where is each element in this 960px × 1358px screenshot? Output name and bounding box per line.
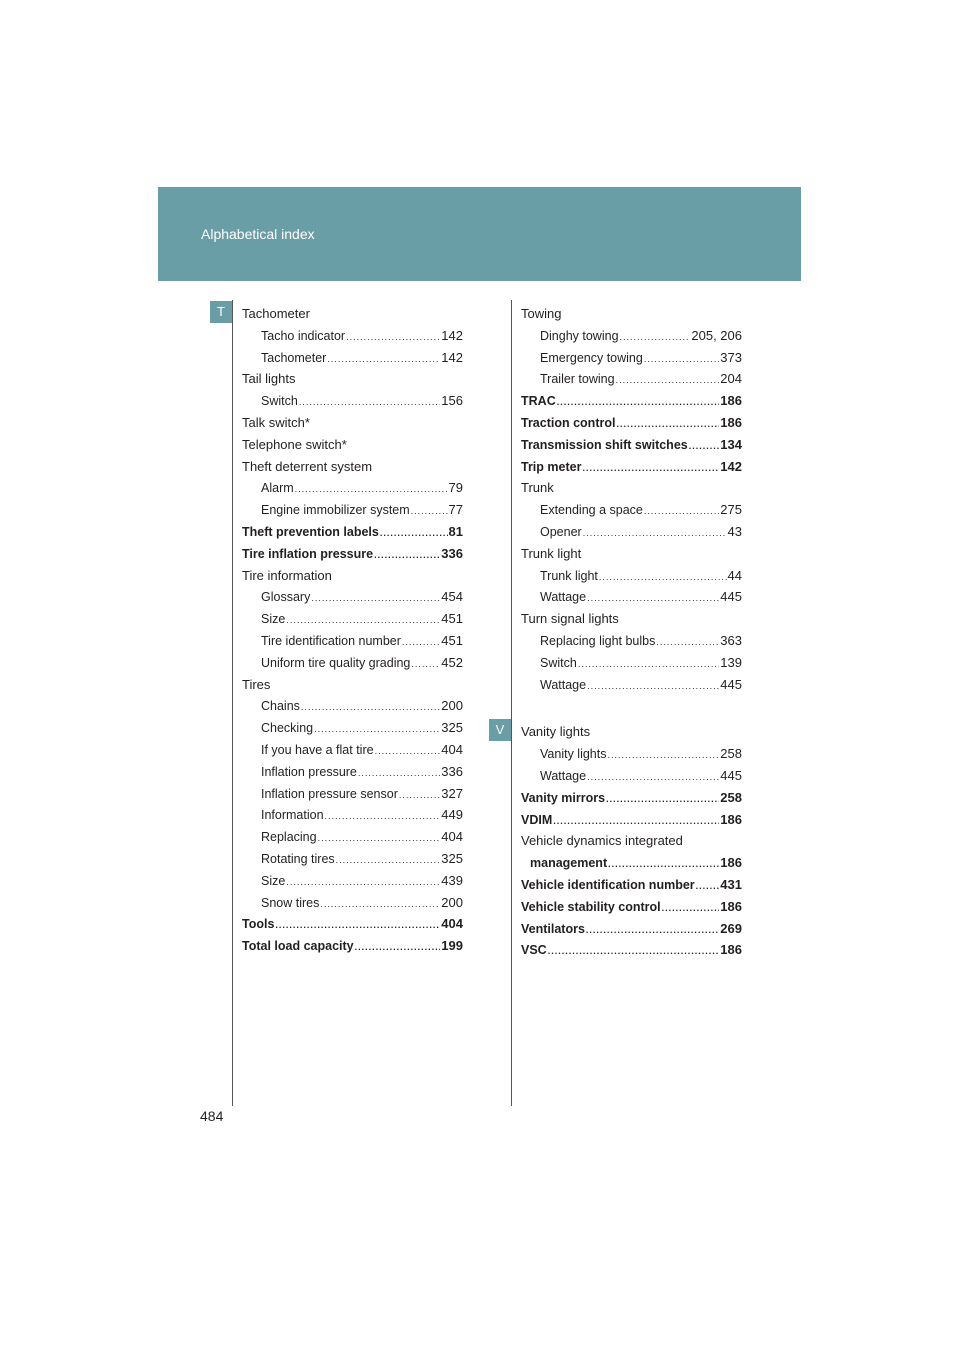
index-entry-label: TRAC (521, 394, 556, 409)
index-entry-label: Wattage (540, 768, 587, 783)
dot-leader (599, 567, 727, 589)
index-entry-label: Switch (261, 394, 298, 409)
dot-leader (616, 370, 720, 392)
index-entry-label: Tachometer (261, 350, 327, 365)
index-entry-label: Size (261, 612, 286, 627)
index-entry (521, 347, 742, 369)
index-entry-page[interactable]: 449 (441, 807, 463, 823)
dot-leader (299, 392, 440, 414)
dot-leader (616, 414, 719, 436)
index-entry-label: Trailer towing (540, 372, 615, 387)
index-entry-label: Vanity mirrors (521, 790, 606, 805)
index-entry-page[interactable]: 325 (441, 720, 463, 736)
index-entry-label: Alarm (261, 481, 294, 496)
index-entry-page[interactable]: 139 (720, 654, 742, 670)
index-entry-label: Glossary (261, 590, 311, 605)
index-entry (521, 565, 742, 587)
index-entry-label: Checking (261, 721, 314, 736)
dot-leader (689, 436, 720, 458)
index-entry-label: Information (261, 808, 324, 823)
index-entry (521, 586, 742, 608)
dot-leader (587, 588, 719, 610)
index-entry (521, 939, 742, 961)
index-entry (521, 674, 742, 696)
letter-tab-v: V (489, 719, 511, 741)
index-entry-label: VSC (521, 943, 547, 958)
index-entry-page[interactable]: 200 (441, 894, 463, 910)
index-entry (242, 303, 463, 325)
index-entry-label: Dinghy towing (540, 328, 619, 343)
index-entry-page[interactable]: 439 (441, 872, 463, 888)
left-divider (232, 300, 233, 1106)
index-entry-page[interactable]: 258 (720, 746, 742, 762)
dot-leader (374, 545, 440, 567)
index-entry (242, 543, 463, 565)
dot-leader (355, 937, 441, 959)
dot-leader (644, 501, 719, 523)
letter-tab-t: T (210, 301, 232, 323)
index-entry (521, 368, 742, 390)
dot-leader (375, 741, 441, 763)
index-entry-label: Tires (242, 676, 271, 692)
index-entry-page[interactable]: 404 (441, 829, 463, 845)
index-entry (242, 499, 463, 521)
index-entry (521, 412, 742, 434)
dot-leader (656, 632, 719, 654)
index-entry-label: Turn signal lights (521, 611, 619, 627)
dot-leader (620, 327, 691, 349)
index-entry-page[interactable]: 336 (441, 763, 463, 779)
index-entry-page[interactable]: 275 (720, 502, 742, 518)
index-entry-label: Rotating tires (261, 851, 335, 866)
dot-leader (662, 898, 720, 920)
index-entry (242, 913, 463, 935)
section-gap (521, 695, 742, 721)
index-entry (521, 896, 742, 918)
index-entry-label: Replacing light bulbs (540, 633, 656, 648)
index-entry (242, 477, 463, 499)
index-entry-label: VDIM (521, 812, 553, 827)
index-entry (242, 674, 463, 696)
index-entry-page[interactable]: 269 (720, 920, 742, 936)
index-entry-label: Theft prevention labels (242, 524, 379, 539)
index-entry-page[interactable]: 134 (720, 436, 742, 452)
index-entry (242, 565, 463, 587)
index-entry (242, 390, 463, 412)
index-entry (242, 870, 463, 892)
index-entry-page[interactable]: 142 (441, 327, 463, 343)
index-entry-label: Inflation pressure (261, 764, 357, 779)
index-entry (242, 804, 463, 826)
index-entry-label: Uniform tire quality grading (261, 655, 411, 670)
index-entry-page[interactable]: 431 (720, 876, 742, 892)
index-entry-label: Tachometer (242, 306, 310, 321)
index-entry (521, 852, 742, 874)
index-entry-label: Talk switch* (242, 414, 310, 430)
index-entry-label: Wattage (540, 590, 587, 605)
index-entry-label: Total load capacity (242, 939, 354, 954)
index-entry-page[interactable]: 258 (720, 789, 742, 805)
index-entry-page[interactable]: 451 (441, 632, 463, 648)
index-entry (242, 935, 463, 957)
index-entry (242, 412, 463, 434)
index-entry-label: If you have a flat tire (261, 742, 374, 757)
dot-leader (553, 811, 719, 833)
index-entry-page[interactable]: 77 (448, 502, 463, 518)
dot-leader (314, 719, 440, 741)
index-entry-page[interactable]: 445 (720, 676, 742, 692)
index-entry (521, 477, 742, 499)
page-number: 484 (200, 1108, 224, 1124)
index-entry-page[interactable]: 44 (727, 567, 742, 583)
index-entry-label: Tire information (242, 567, 332, 583)
index-entry-label: Towing (521, 306, 562, 321)
index-entry-page[interactable]: 79 (448, 480, 463, 496)
index-entry (521, 743, 742, 765)
index-entry-page[interactable]: 445 (720, 767, 742, 783)
index-entry-page[interactable]: 186 (720, 855, 742, 871)
index-entry-label: Wattage (540, 677, 587, 692)
index-entry-label: Size (261, 873, 286, 888)
index-entry-page[interactable]: 186 (720, 942, 742, 958)
index-entry (521, 521, 742, 543)
dot-leader (301, 697, 440, 719)
index-entry (242, 761, 463, 783)
dot-leader (582, 458, 719, 480)
dot-leader (325, 806, 441, 828)
index-entry-label: Vehicle stability control (521, 899, 661, 914)
index-entry-label: Vehicle identification number (521, 877, 695, 892)
index-entry-page[interactable]: 199 (441, 938, 463, 954)
index-entry (521, 830, 742, 852)
index-entry-label: Inflation pressure sensor (261, 786, 398, 801)
index-entry (521, 765, 742, 787)
index-entry-label: Tacho indicator (261, 328, 346, 343)
index-entry-page[interactable]: 186 (720, 393, 742, 409)
index-entry (521, 608, 742, 630)
index-entry (242, 586, 463, 608)
index-entry (242, 695, 463, 717)
index-entry (521, 787, 742, 809)
index-entry (242, 739, 463, 761)
index-entry-label: Trunk (521, 480, 554, 496)
index-entry (242, 325, 463, 347)
index-entry (242, 826, 463, 848)
index-entry (521, 434, 742, 456)
index-entry-label: Trunk light (521, 545, 582, 561)
index-entry (521, 390, 742, 412)
index-entry-label: Emergency towing (540, 350, 643, 365)
dot-leader (587, 676, 719, 698)
dot-leader (411, 654, 440, 676)
dot-leader (696, 876, 720, 898)
index-entry (242, 368, 463, 390)
index-entry (521, 809, 742, 831)
dot-leader (336, 850, 441, 872)
index-entry (521, 721, 742, 743)
index-entry-label: Transmission shift switches (521, 437, 688, 452)
index-entry (521, 325, 742, 347)
dot-leader (318, 828, 441, 850)
index-entry-page[interactable]: 186 (720, 414, 742, 430)
index-entry-label: Theft deterrent system (242, 458, 373, 474)
index-entry-label: Replacing (261, 830, 317, 845)
dot-leader (411, 501, 448, 523)
index-entry (242, 652, 463, 674)
index-entry-page[interactable]: 451 (441, 611, 463, 627)
index-entry (242, 608, 463, 630)
index-entry (521, 918, 742, 940)
index-entry-label: Tail lights (242, 371, 296, 387)
index-entry-label: Telephone switch* (242, 436, 347, 452)
dot-leader (586, 920, 719, 942)
index-entry-label: Trip meter (521, 459, 582, 474)
index-entry (521, 456, 742, 478)
index-entry-page[interactable]: 186 (720, 811, 742, 827)
index-entry-label: Snow tires (261, 895, 320, 910)
index-entry-label: Ventilators (521, 921, 585, 936)
index-entry-page[interactable]: 81 (448, 523, 463, 539)
index-entry-page[interactable]: 327 (441, 785, 463, 801)
index-entry-label: Tire identification number (261, 633, 401, 648)
index-entry-label: Engine immobilizer system (261, 503, 410, 518)
dot-leader (327, 349, 440, 371)
dot-leader (606, 789, 719, 811)
dot-leader (380, 523, 448, 545)
index-entry (521, 499, 742, 521)
dot-leader (557, 392, 720, 414)
dot-leader (644, 349, 719, 371)
index-entry (521, 630, 742, 652)
center-divider (511, 300, 512, 1106)
dot-leader (548, 941, 720, 963)
index-entry-label: Vanity lights (540, 747, 607, 762)
index-entry-label: Vanity lights (521, 724, 591, 740)
dot-leader (286, 872, 440, 894)
index-entry-page[interactable]: 454 (441, 589, 463, 605)
index-entry-page[interactable]: 363 (720, 632, 742, 648)
index-entry (521, 874, 742, 896)
index-entry (242, 848, 463, 870)
index-entry-page[interactable]: 156 (441, 393, 463, 409)
index-entry (242, 783, 463, 805)
index-entry-label: Switch (540, 655, 577, 670)
index-column-left (242, 303, 463, 957)
index-entry-page[interactable]: 204 (720, 371, 742, 387)
index-entry (242, 630, 463, 652)
index-entry-page[interactable]: 142 (720, 458, 742, 474)
index-entry-page[interactable]: 404 (441, 916, 463, 932)
index-entry-label: Trunk light (540, 568, 598, 583)
index-entry-page[interactable]: 186 (720, 898, 742, 914)
index-entry (521, 303, 742, 325)
index-entry-label: management (530, 856, 608, 871)
index-column-right (521, 303, 742, 961)
dot-leader (402, 632, 440, 654)
index-entry-page[interactable]: 142 (441, 349, 463, 365)
index-entry-label: Tire inflation pressure (242, 546, 374, 561)
index-entry-page[interactable]: 373 (720, 349, 742, 365)
index-entry-page[interactable]: 336 (441, 545, 463, 561)
index-entry-label: Opener (540, 524, 582, 539)
header-title: Alphabetical index (201, 226, 315, 242)
dot-leader (358, 763, 440, 785)
dot-leader (399, 785, 440, 807)
index-entry-page[interactable]: 325 (441, 850, 463, 866)
index-entry-label: Extending a space (540, 503, 643, 518)
index-entry-page[interactable]: 205, 206 (691, 327, 742, 343)
index-entry-label: Vehicle dynamics integrated (521, 833, 683, 849)
index-entry-page[interactable]: 43 (727, 523, 742, 539)
index-entry-page[interactable]: 445 (720, 589, 742, 605)
index-entry (242, 456, 463, 478)
index-entry (242, 717, 463, 739)
index-entry (521, 543, 742, 565)
dot-leader (587, 767, 719, 789)
dot-leader (295, 479, 448, 501)
dot-leader (311, 588, 440, 610)
index-entry-page[interactable]: 404 (441, 741, 463, 757)
dot-leader (275, 915, 440, 937)
dot-leader (608, 854, 719, 876)
dot-leader (583, 523, 727, 545)
index-entry (242, 434, 463, 456)
index-entry-page[interactable]: 452 (441, 654, 463, 670)
index-entry-label: Tools (242, 917, 275, 932)
index-entry (521, 652, 742, 674)
page-header (158, 187, 801, 281)
dot-leader (607, 745, 719, 767)
index-entry-label: Traction control (521, 415, 616, 430)
dot-leader (286, 610, 440, 632)
dot-leader (578, 654, 719, 676)
dot-leader (320, 894, 440, 916)
index-entry (242, 521, 463, 543)
dot-leader (346, 327, 440, 349)
index-entry-page[interactable]: 200 (441, 698, 463, 714)
index-entry (242, 347, 463, 369)
index-entry-label: Chains (261, 699, 300, 714)
index-entry (242, 892, 463, 914)
